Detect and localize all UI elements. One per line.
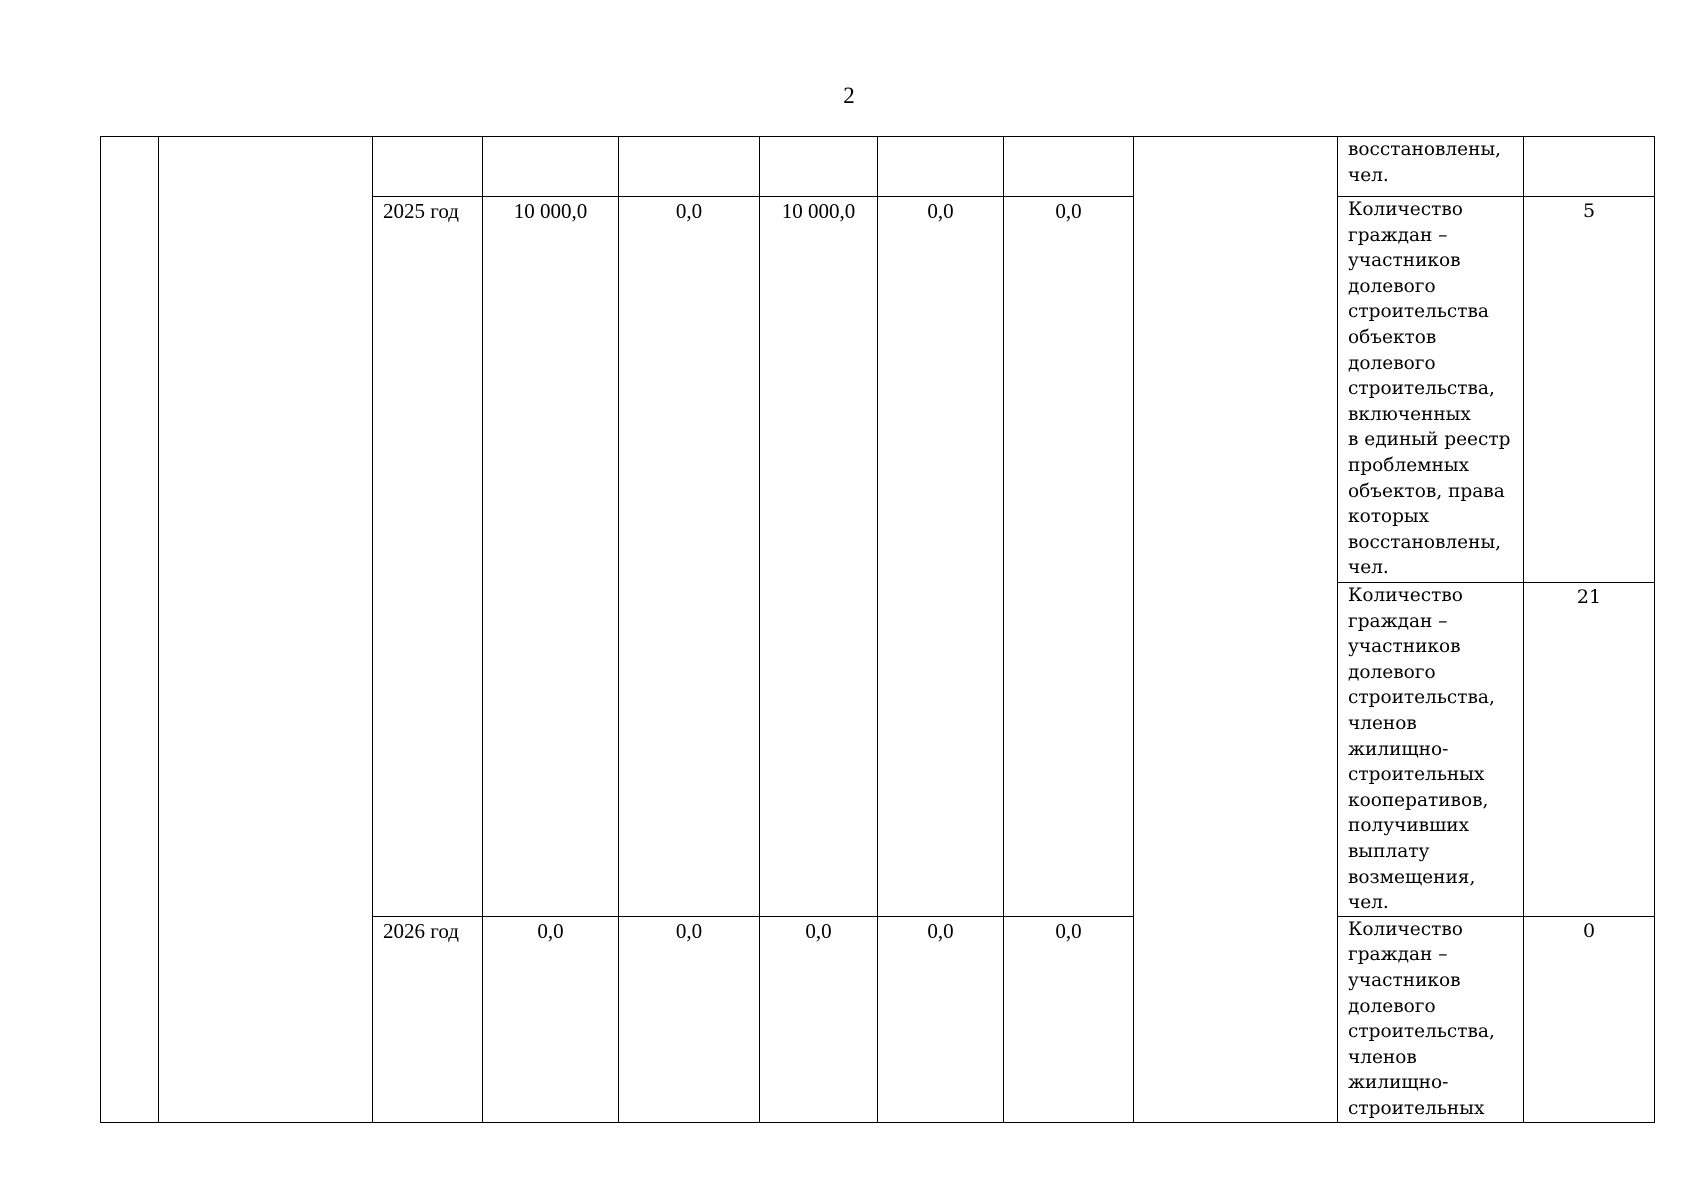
- value-regional: 10 000,0: [760, 197, 878, 917]
- table-cell-executor: [1134, 137, 1338, 1123]
- indicator-value: 5: [1524, 197, 1655, 583]
- table-row: [101, 137, 1655, 197]
- indicator-value: 21: [1524, 583, 1655, 917]
- value-local: 0,0: [878, 197, 1004, 917]
- value-local: 0,0: [878, 916, 1004, 1122]
- value-other: 0,0: [1004, 197, 1134, 917]
- indicator-value: [1524, 137, 1655, 197]
- table-cell-event-name: [159, 137, 373, 1123]
- indicator-text: Количество граждан – участников долевого строительства объектов долевого строительства, включенных в единый реестр проблемных объектов, права которых восстановлены, чел.: [1338, 197, 1524, 583]
- table-cell-number: [101, 137, 159, 1123]
- value-federal: 0,0: [619, 197, 760, 917]
- table-cell-year: [373, 137, 483, 197]
- table-cell: [760, 137, 878, 197]
- indicator-value: 0: [1524, 916, 1655, 1122]
- value-other: 0,0: [1004, 916, 1134, 1122]
- indicator-text: Количество граждан – участников долевого строительства, членов жилищно- строительных кооперативов, получивших выплату возмещения, чел.: [1338, 583, 1524, 917]
- table-cell: [878, 137, 1004, 197]
- table-cell: [1004, 137, 1134, 197]
- value-total: 10 000,0: [483, 197, 619, 917]
- indicator-text: восстановлены, чел.: [1338, 137, 1524, 197]
- year-label: 2026 год: [373, 916, 483, 1122]
- table-cell: [483, 137, 619, 197]
- indicator-text: Количество граждан – участников долевого строительства, членов жилищно- строительных: [1338, 916, 1524, 1122]
- value-total: 0,0: [483, 916, 619, 1122]
- table-cell: [619, 137, 760, 197]
- page-number: 2: [843, 83, 855, 108]
- value-regional: 0,0: [760, 916, 878, 1122]
- value-federal: 0,0: [619, 916, 760, 1122]
- funding-table: [100, 136, 1655, 1123]
- year-label: 2025 год: [373, 197, 483, 917]
